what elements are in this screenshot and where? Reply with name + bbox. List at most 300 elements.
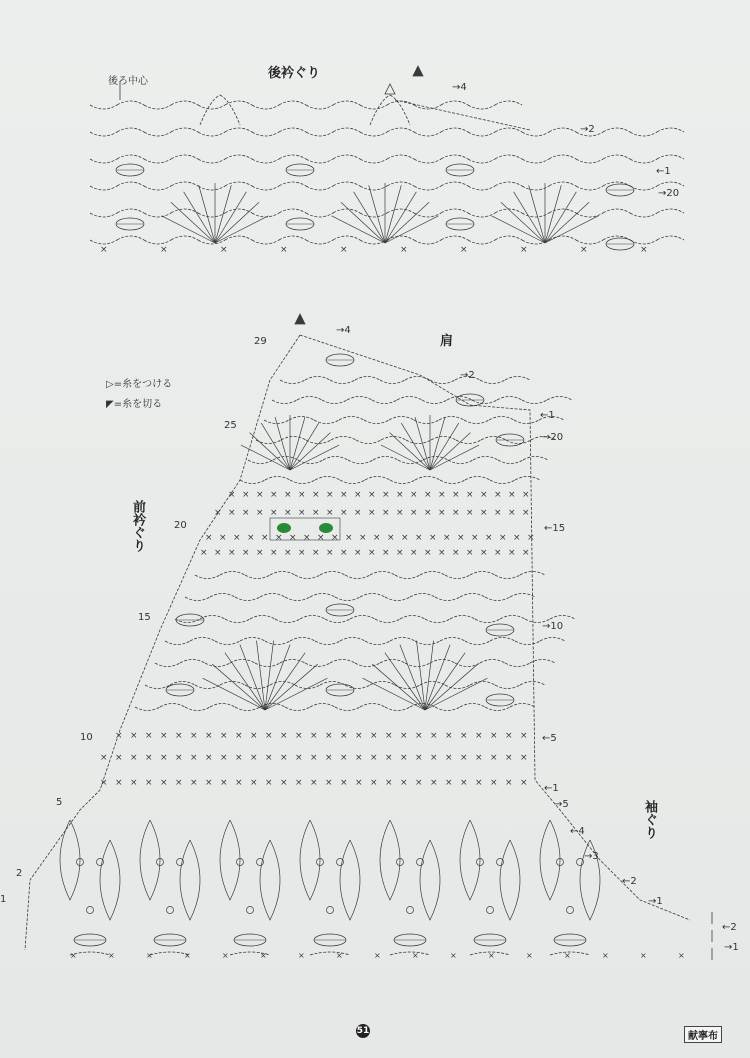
back-chain (171, 155, 198, 159)
front-chain (400, 616, 425, 620)
front-x-row: × (270, 490, 278, 500)
bottom-chain (310, 952, 350, 955)
front-chain (510, 594, 535, 598)
back-attach-marker (385, 84, 395, 94)
front-chain (420, 572, 445, 576)
front-x-row: × (520, 753, 528, 763)
front-x-row: × (429, 533, 437, 543)
front-x-row: × (401, 533, 409, 543)
front-chain (273, 457, 298, 461)
front-x-row: × (424, 548, 432, 558)
front-x-row: × (325, 753, 333, 763)
bottom-picot (577, 859, 584, 866)
front-x-row: × (275, 533, 283, 543)
arm-arrow-5: →5 (554, 799, 569, 810)
front-x-row: × (100, 778, 108, 788)
front-x-row: × (205, 778, 213, 788)
front-x-row: × (460, 753, 468, 763)
front-chain (385, 707, 410, 711)
front-chain (472, 400, 497, 404)
front-chain (440, 480, 465, 484)
back-chain (441, 155, 468, 159)
front-x-row: × (368, 548, 376, 558)
front-chain (260, 594, 285, 598)
back-chain (333, 101, 360, 105)
front-x-row: × (400, 778, 408, 788)
arm-arrow-4: ←4 (570, 826, 585, 837)
front-x-row: × (298, 548, 306, 558)
front-x-row: × (205, 753, 213, 763)
front-x-row: × (130, 753, 138, 763)
front-x-row: × (235, 778, 243, 788)
front-x-row: × (310, 778, 318, 788)
front-x-row: × (368, 508, 376, 518)
front-chain (460, 594, 485, 598)
front-chain (195, 575, 220, 579)
front-chain (523, 457, 548, 461)
bottom-petal (500, 840, 520, 920)
front-x-row: × (370, 731, 378, 741)
front-x-row: × (340, 778, 348, 788)
front-chain (235, 707, 260, 711)
front-chain (348, 460, 373, 464)
bottom-x: × (488, 951, 495, 960)
front-chain (298, 460, 323, 464)
front-x-row: × (228, 490, 236, 500)
right-arrow-5: ←5 (542, 733, 557, 744)
armhole-title: 袖ぐり (642, 800, 657, 839)
back-x-row: × (340, 245, 348, 255)
front-x-row: × (415, 753, 423, 763)
front-chain (240, 638, 265, 642)
bottom-picot (487, 907, 494, 914)
front-chain (255, 663, 280, 667)
front-x-row: × (475, 753, 483, 763)
front-fan-stitch (430, 417, 445, 470)
front-x-row: × (385, 778, 393, 788)
front-chain (314, 420, 339, 424)
front-chain (414, 420, 439, 424)
back-chain (441, 128, 468, 132)
arm-arrow-1: →1 (648, 896, 663, 907)
front-x-row: × (475, 731, 483, 741)
bottom-picot (417, 859, 424, 866)
front-chain (495, 575, 520, 579)
bottom-x: × (108, 951, 115, 960)
front-chain (435, 707, 460, 711)
front-x-row: × (190, 778, 198, 788)
front-x-row: × (494, 548, 502, 558)
front-x-row: × (480, 490, 488, 500)
front-x-row: × (145, 778, 153, 788)
front-chain (135, 707, 160, 711)
front-chain (306, 440, 331, 444)
front-x-row: × (415, 778, 423, 788)
front-x-row: × (265, 753, 273, 763)
front-chain (340, 480, 365, 484)
open-triangle-icon: ▷ (106, 379, 114, 390)
back-chain (360, 186, 387, 190)
back-chain (198, 186, 225, 190)
front-x-row: × (312, 508, 320, 518)
front-chain (475, 619, 500, 623)
bottom-picot (177, 859, 184, 866)
front-x-row: × (235, 753, 243, 763)
front-chain (390, 480, 415, 484)
row-25-label: 25 (224, 420, 237, 431)
front-chain (347, 397, 372, 401)
front-chain (245, 575, 270, 579)
front-x-row: × (471, 533, 479, 543)
front-x-row: × (160, 731, 168, 741)
front-x-row: × (265, 778, 273, 788)
back-chain (549, 182, 576, 186)
back-chain (657, 128, 684, 132)
front-chain (497, 397, 522, 401)
back-chain (414, 240, 441, 244)
back-chain (387, 182, 414, 186)
front-x-row: × (508, 490, 516, 500)
front-x-row: × (205, 533, 213, 543)
bottom-x: × (526, 951, 533, 960)
front-chain (485, 597, 510, 601)
front-chain (490, 638, 515, 642)
front-chain (440, 638, 465, 642)
back-chain (360, 159, 387, 163)
front-chain (495, 685, 520, 689)
back-chain (225, 101, 252, 105)
front-x-row: × (430, 731, 438, 741)
front-chain (514, 420, 539, 424)
back-fan-stitch (385, 185, 401, 243)
front-chain (360, 704, 385, 708)
front-x-row: × (490, 731, 498, 741)
back-x-row: × (280, 245, 288, 255)
front-x-row: × (382, 548, 390, 558)
front-x-row: × (205, 731, 213, 741)
page-number: 51 (356, 1026, 370, 1036)
back-fan-stitch (215, 202, 259, 243)
front-x-row: × (430, 753, 438, 763)
back-chain (144, 213, 171, 217)
front-chain (460, 704, 485, 708)
front-fan-stitch (430, 433, 470, 470)
back-chain (171, 209, 198, 213)
front-chain (505, 377, 530, 381)
front-chain (485, 707, 510, 711)
back-chain (657, 155, 684, 159)
back-arrow-20: →20 (658, 188, 680, 199)
front-chain (285, 707, 310, 711)
back-chain (441, 236, 468, 240)
back-chain (306, 213, 333, 217)
front-x-row: × (340, 753, 348, 763)
front-x-row: × (354, 548, 362, 558)
back-chain (468, 213, 495, 217)
front-x-row: × (373, 533, 381, 543)
front-x-row: × (396, 508, 404, 518)
front-chain (445, 575, 470, 579)
front-chain (165, 641, 190, 645)
front-x-row: × (295, 731, 303, 741)
bottom-picot (567, 907, 574, 914)
back-chain (117, 101, 144, 105)
back-chain (333, 155, 360, 159)
bottom-picot (327, 907, 334, 914)
front-x-row: × (310, 731, 318, 741)
bottom-x: × (336, 951, 343, 960)
back-x-row: × (160, 245, 168, 255)
front-chain (305, 377, 330, 381)
row-15-label: 15 (138, 612, 151, 623)
front-x-row: × (145, 753, 153, 763)
front-x-row: × (522, 548, 530, 558)
front-x-row: × (466, 490, 474, 500)
front-x-row: × (438, 490, 446, 500)
front-x-row: × (520, 731, 528, 741)
right-arrow-10: →10 (542, 621, 564, 632)
front-chain (547, 397, 572, 401)
legend-cut-yarn: ◤=糸を切る (106, 399, 163, 410)
bottom-petal (420, 840, 440, 920)
front-chain (280, 380, 305, 384)
front-x-row: × (284, 548, 292, 558)
front-x-row: × (280, 778, 288, 788)
front-chain (520, 682, 545, 686)
front-x-row: × (220, 731, 228, 741)
front-chain (455, 663, 480, 667)
back-x-row: × (220, 245, 228, 255)
back-fan-stitch (545, 202, 589, 243)
front-chain (370, 572, 395, 576)
back-chain (252, 186, 279, 190)
front-chain (310, 594, 335, 598)
front-x-row: × (284, 490, 292, 500)
front-chain (405, 663, 430, 667)
front-chain (289, 417, 314, 421)
back-chain (549, 236, 576, 240)
right-arrow-1: ←1 (540, 410, 555, 421)
front-x-row: × (214, 548, 222, 558)
bottom-picot (87, 907, 94, 914)
front-x-row: × (312, 548, 320, 558)
bottom-picot (257, 859, 264, 866)
back-chain (441, 209, 468, 213)
bottom-chain (390, 952, 430, 955)
front-x-row: × (443, 533, 451, 543)
front-chain (297, 397, 322, 401)
front-x-row: × (190, 731, 198, 741)
back-neckline-title: 後衿ぐり (268, 66, 321, 81)
front-chain (522, 400, 547, 404)
front-x-row: × (265, 731, 273, 741)
back-chain (549, 128, 576, 132)
back-arrow-4: →4 (452, 82, 467, 93)
front-chain (489, 417, 514, 421)
front-x-row: × (382, 490, 390, 500)
back-fan-stitch (501, 202, 545, 243)
back-chain (549, 155, 576, 159)
front-chain (190, 638, 215, 642)
back-chain (468, 240, 495, 244)
front-chain (145, 685, 170, 689)
back-chain (522, 132, 549, 136)
bottom-x: × (564, 951, 571, 960)
back-chain (630, 159, 657, 163)
back-fan-stitch (341, 202, 385, 243)
front-x-row: × (160, 753, 168, 763)
back-fan-stitch (369, 185, 385, 243)
back-chain (198, 132, 225, 136)
front-chain (397, 397, 422, 401)
front-chain (281, 437, 306, 441)
front-x-row: × (325, 731, 333, 741)
back-chain (495, 101, 522, 105)
front-chain (465, 477, 490, 481)
front-x-row: × (242, 508, 250, 518)
back-chain (279, 182, 306, 186)
front-x-row: × (445, 731, 453, 741)
back-chain (252, 213, 279, 217)
front-x-row: × (200, 548, 208, 558)
back-chain (306, 159, 333, 163)
front-chain (389, 417, 414, 421)
front-chain (235, 597, 260, 601)
back-chain (198, 105, 225, 109)
front-x-row: × (457, 533, 465, 543)
row-29-label: 29 (254, 336, 267, 347)
front-chain (185, 597, 210, 601)
front-x-row: × (317, 533, 325, 543)
bottom-x: × (412, 951, 419, 960)
front-x-row: × (256, 508, 264, 518)
bottom-x: × (260, 951, 267, 960)
front-chain (350, 616, 375, 620)
front-chain (295, 575, 320, 579)
back-chain (468, 105, 495, 109)
front-x-row: × (331, 533, 339, 543)
front-x-row: × (190, 753, 198, 763)
front-x-row: × (505, 731, 513, 741)
back-chain (576, 213, 603, 217)
front-x-row: × (520, 778, 528, 788)
front-chain (430, 660, 455, 664)
front-x-row: × (452, 508, 460, 518)
front-chain (425, 619, 450, 623)
filled-triangle-icon: ◤ (106, 399, 114, 410)
front-x-row: × (368, 490, 376, 500)
back-chain (279, 128, 306, 132)
front-x-row: × (289, 533, 297, 543)
edge-arrow-1: →1 (724, 942, 739, 953)
bottom-picot (247, 907, 254, 914)
front-x-row: × (527, 533, 535, 543)
back-chain (171, 236, 198, 240)
front-x-row: × (370, 778, 378, 788)
front-fan-stitch (290, 433, 330, 470)
front-chain (355, 663, 380, 667)
front-chain (345, 575, 370, 579)
back-chain (360, 213, 387, 217)
front-x-row: × (160, 778, 168, 788)
front-x-row: × (340, 731, 348, 741)
front-chain (225, 619, 250, 623)
back-chain (144, 132, 171, 136)
back-arrow-1: ←1 (656, 166, 671, 177)
row-20-label: 20 (174, 520, 187, 531)
back-chain (225, 155, 252, 159)
brand-logo: 献寧布 (684, 1026, 722, 1043)
front-x-row: × (508, 548, 516, 558)
back-x-row: × (640, 245, 648, 255)
back-cut-marker (413, 66, 423, 76)
back-chain (468, 186, 495, 190)
back-chain (171, 128, 198, 132)
bottom-petal (260, 840, 280, 920)
front-x-row: × (312, 490, 320, 500)
legend-attach-yarn: ▷=糸をつける (106, 379, 173, 390)
front-fan-stitch (250, 433, 290, 470)
front-chain (240, 480, 265, 484)
bottom-picot (97, 859, 104, 866)
front-chain (356, 440, 381, 444)
front-chain (490, 480, 515, 484)
front-left-edge (25, 335, 300, 950)
bottom-x: × (146, 951, 153, 960)
front-x-row: × (295, 778, 303, 788)
front-x-row: × (438, 508, 446, 518)
back-fan-stitch (215, 185, 231, 243)
back-chain (198, 213, 225, 217)
front-x-row: × (256, 490, 264, 500)
front-x-row: × (270, 508, 278, 518)
front-x-row: × (460, 778, 468, 788)
front-x-row: × (355, 731, 363, 741)
front-x-row: × (475, 778, 483, 788)
row-10-label: 10 (80, 732, 93, 743)
front-chain (550, 616, 575, 620)
back-chain (630, 213, 657, 217)
front-chain (364, 420, 389, 424)
front-x-row: × (460, 731, 468, 741)
front-chain (415, 641, 440, 645)
back-slope (395, 100, 530, 130)
top-arrow-4: →4 (336, 325, 351, 336)
back-center-label: 後ろ中心 (108, 76, 148, 87)
front-chain (406, 440, 431, 444)
front-x-row: × (424, 490, 432, 500)
front-x-row: × (326, 490, 334, 500)
front-chain (448, 460, 473, 464)
front-x-row: × (359, 533, 367, 543)
front-chain (275, 619, 300, 623)
front-x-row: × (326, 548, 334, 558)
front-x-row: × (466, 508, 474, 518)
front-chain (365, 641, 390, 645)
front-x-row: × (270, 548, 278, 558)
front-x-row: × (485, 533, 493, 543)
front-x-row: × (175, 753, 183, 763)
arm-arrow-3: →3 (584, 851, 599, 862)
back-chain (225, 182, 252, 186)
right-arrow-1b: ←1 (544, 783, 559, 794)
back-chain (603, 128, 630, 132)
front-x-row: × (214, 508, 222, 518)
front-chain (320, 682, 345, 686)
front-chain (381, 437, 406, 441)
back-chain (657, 209, 684, 213)
bottom-picot (167, 907, 174, 914)
